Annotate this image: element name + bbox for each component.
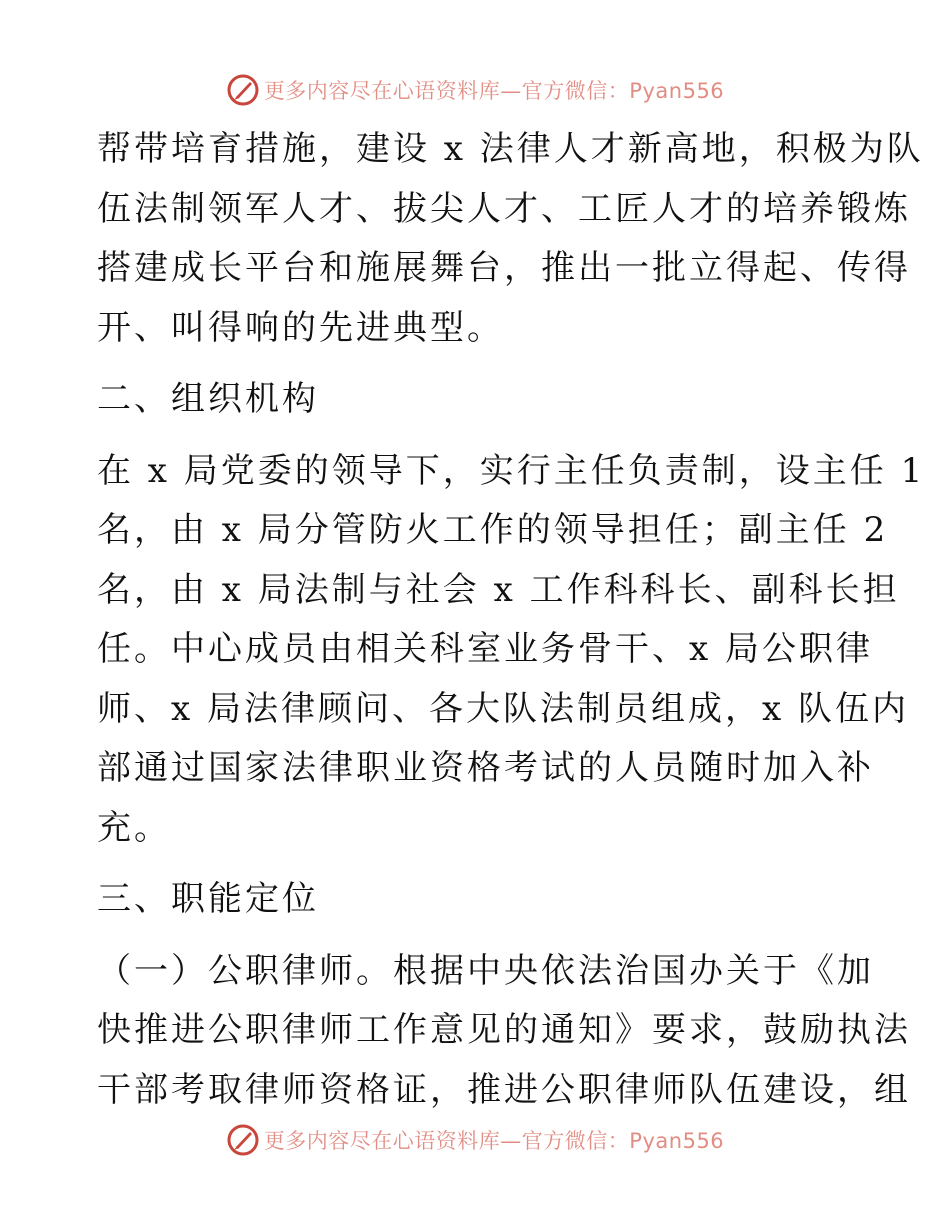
watermark-text: 更多内容尽在心语资料库—官方微信：Pyan556 — [263, 1129, 725, 1153]
header-watermark — [0, 70, 950, 110]
text-line: 任。中心成员由相关科室业务骨干、x 局公职律 — [97, 629, 873, 669]
quill-pen-logo-icon — [226, 1123, 260, 1157]
footer-watermark — [0, 1120, 950, 1160]
section-heading-organization: 二、组织机构 — [97, 379, 319, 419]
paragraph — [97, 942, 911, 1121]
text-line: 充。 — [97, 807, 171, 848]
text-line: 名，由 x 局分管防火工作的领导担任；副主任 2 — [97, 510, 889, 550]
section-heading-function: 三、职能定位 — [97, 879, 319, 919]
watermark-text: 更多内容尽在心语资料库—官方微信：Pyan556 — [263, 79, 725, 103]
text-line: 师、x 局法律顾问、各大队法制员组成，x 队伍内 — [97, 688, 909, 729]
text-line: 名，由 x 局法制与社会 x 工作科科长、副科长担 — [97, 569, 900, 610]
text-line: 快推进公职律师工作意见的通知》要求，鼓励执法 — [97, 1010, 911, 1050]
text-line: 伍法制领军人才、拔尖人才、工匠人才的培养锻炼 — [97, 188, 911, 229]
quill-pen-logo-icon — [226, 73, 260, 107]
document-body — [97, 120, 926, 1120]
text-line: 开、叫得响的先进典型。 — [97, 307, 504, 348]
text-line: 干部考取律师资格证，推进公职律师队伍建设，组 — [97, 1069, 911, 1110]
text-line: 帮带培育措施，建设 x 法律人才新高地，积极为队 — [97, 129, 924, 169]
paragraph — [97, 442, 926, 859]
paragraph — [97, 120, 924, 358]
text-line: 部通过国家法律职业资格考试的人员随时加入补 — [97, 748, 874, 788]
text-line: 在 x 局党委的领导下，实行主任负责制，设主任 1 — [97, 450, 926, 491]
text-line: （一）公职律师。根据中央依法治国办关于《加 — [97, 950, 874, 991]
text-line: 搭建成长平台和施展舞台，推出一批立得起、传得 — [97, 248, 911, 288]
